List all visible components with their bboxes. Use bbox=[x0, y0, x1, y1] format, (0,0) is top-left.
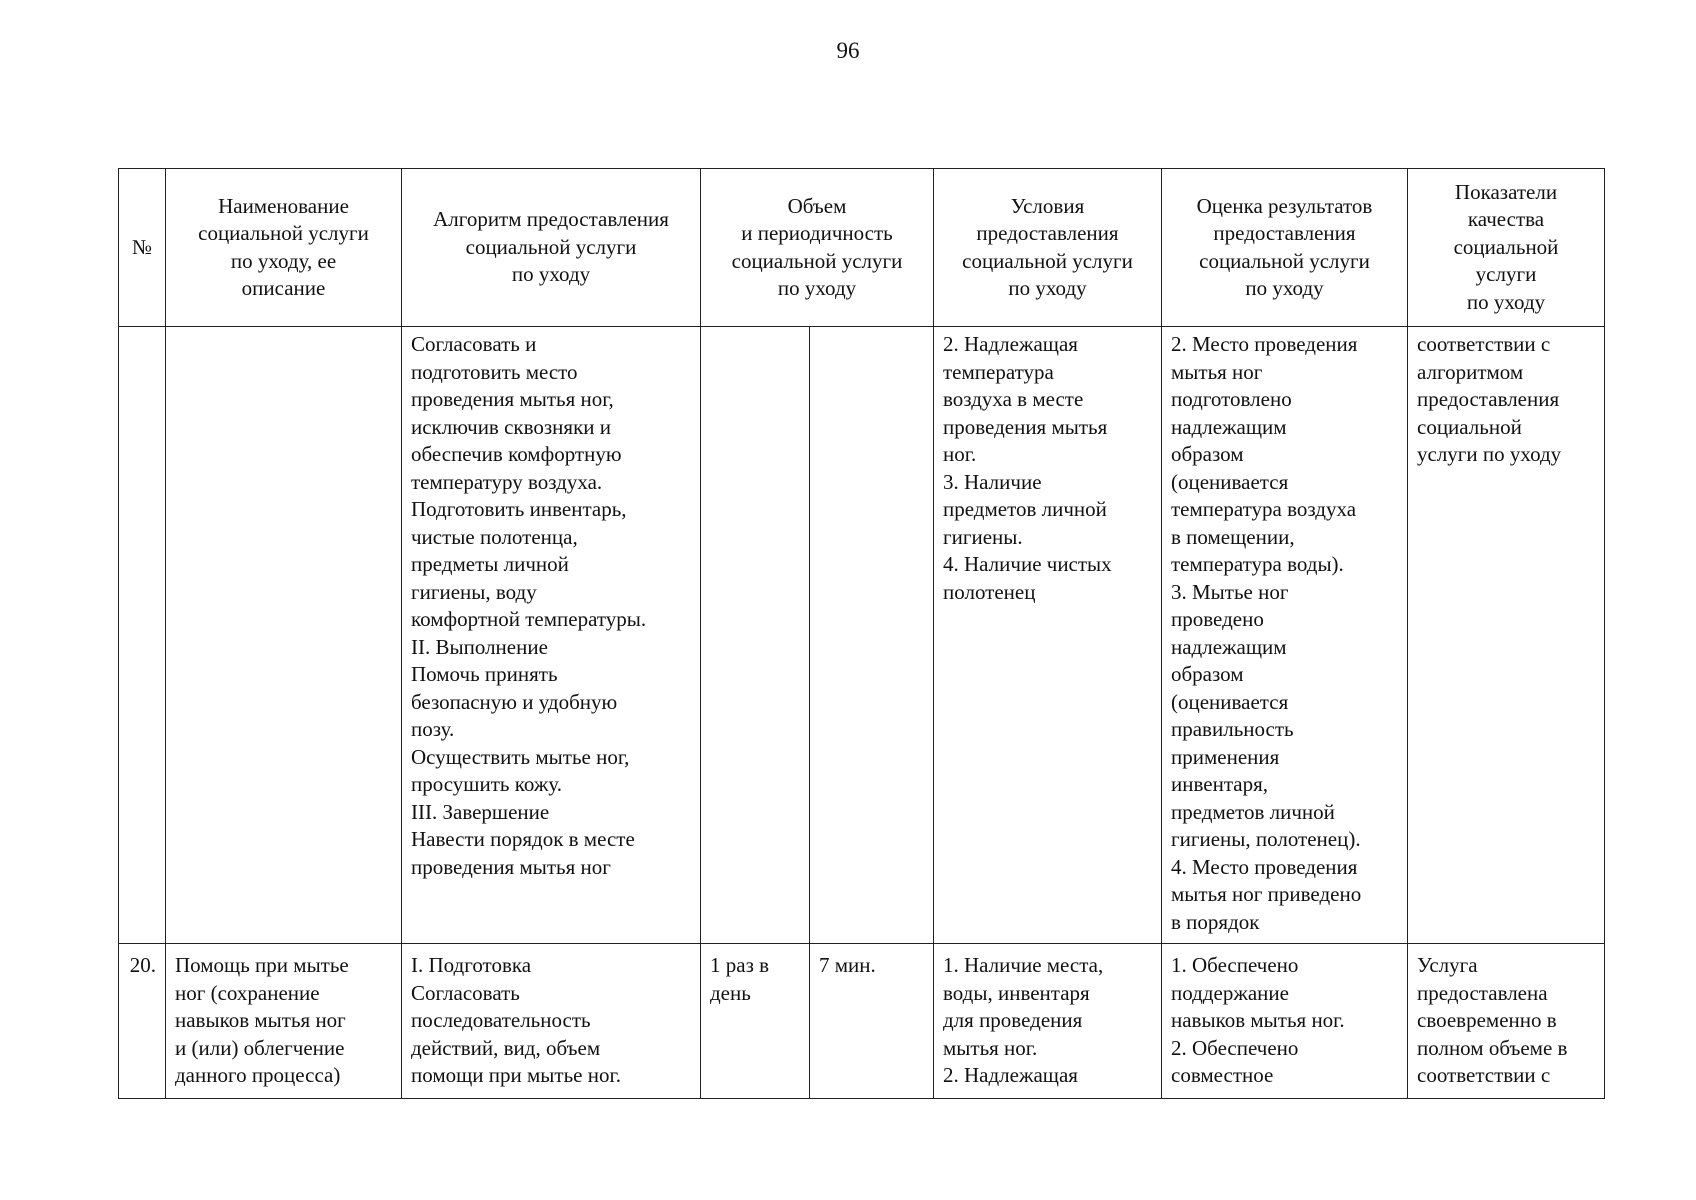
cell-number bbox=[119, 327, 166, 944]
cell-service-name bbox=[166, 327, 402, 944]
cell-volume bbox=[701, 327, 810, 944]
cell-conditions: 2. Надлежащая температура воздуха в месте проведения мытья ног. 3. Наличие предметов личной гигиены. 4. Наличие чистых полотенец bbox=[934, 327, 1162, 944]
services-table bbox=[118, 168, 1605, 1099]
cell-service-name: Помощь при мытье ног (сохранение навыков мытья ног и (или) облегчение данного процесса) bbox=[166, 944, 402, 1099]
cell-volume: 1 раз в день bbox=[701, 944, 810, 1099]
header-evaluation: Оценка результатов предоставления социальной услуги по уходу bbox=[1162, 169, 1408, 327]
cell-evaluation: 1. Обеспечено поддержание навыков мытья ног. 2. Обеспечено совместное bbox=[1162, 944, 1408, 1099]
header-algorithm: Алгоритм предоставления социальной услуги по уходу bbox=[402, 169, 701, 327]
cell-quality: соответствии с алгоритмом предоставления социальной услуги по уходу bbox=[1408, 327, 1605, 944]
cell-number: 20. bbox=[119, 944, 166, 1099]
table-row-continuation bbox=[119, 327, 1605, 944]
header-conditions: Условия предоставления социальной услуги по уходу bbox=[934, 169, 1162, 327]
cell-algorithm: I. Подготовка Согласовать последовательность действий, вид, объем помощи при мытье ног. bbox=[402, 944, 701, 1099]
page-number: 96 bbox=[836, 38, 860, 63]
header-quality: Показатели качества социальной услуги по уходу bbox=[1408, 169, 1605, 327]
cell-periodicity bbox=[810, 327, 934, 944]
cell-conditions: 1. Наличие места, воды, инвентаря для проведения мытья ног. 2. Надлежащая bbox=[934, 944, 1162, 1099]
cell-algorithm: Согласовать и подготовить место проведения мытья ног, исключив сквозняки и обеспечив комфортную температуру воздуха. Подготовить инвентарь, чистые полотенца, предметы личной гигиены, воду комфортной температуры. II. Выполнение Помочь принять безопасную и удобную позу. Осуществить мытье ног, просушить кожу. III. Завершение Навести порядок в месте проведения мытья ног bbox=[402, 327, 701, 944]
cell-quality: Услуга предоставлена своевременно в полном объеме в соответствии с bbox=[1408, 944, 1605, 1099]
table-header-row bbox=[119, 169, 1605, 327]
header-volume-periodicity: Объем и периодичность социальной услуги по уходу bbox=[701, 169, 934, 327]
cell-evaluation: 2. Место проведения мытья ног подготовлено надлежащим образом (оценивается температура воздуха в помещении, температура воды). 3. Мытье ног проведено надлежащим образом (оценивается правильность применения инвентаря, предметов личной гигиены, полотенец). 4. Место проведения мытья ног приведено в порядок bbox=[1162, 327, 1408, 944]
cell-periodicity: 7 мин. bbox=[810, 944, 934, 1099]
header-number: № bbox=[119, 169, 166, 327]
header-service-name: Наименование социальной услуги по уходу, ее описание bbox=[166, 169, 402, 327]
table-row-20 bbox=[119, 944, 1605, 1099]
